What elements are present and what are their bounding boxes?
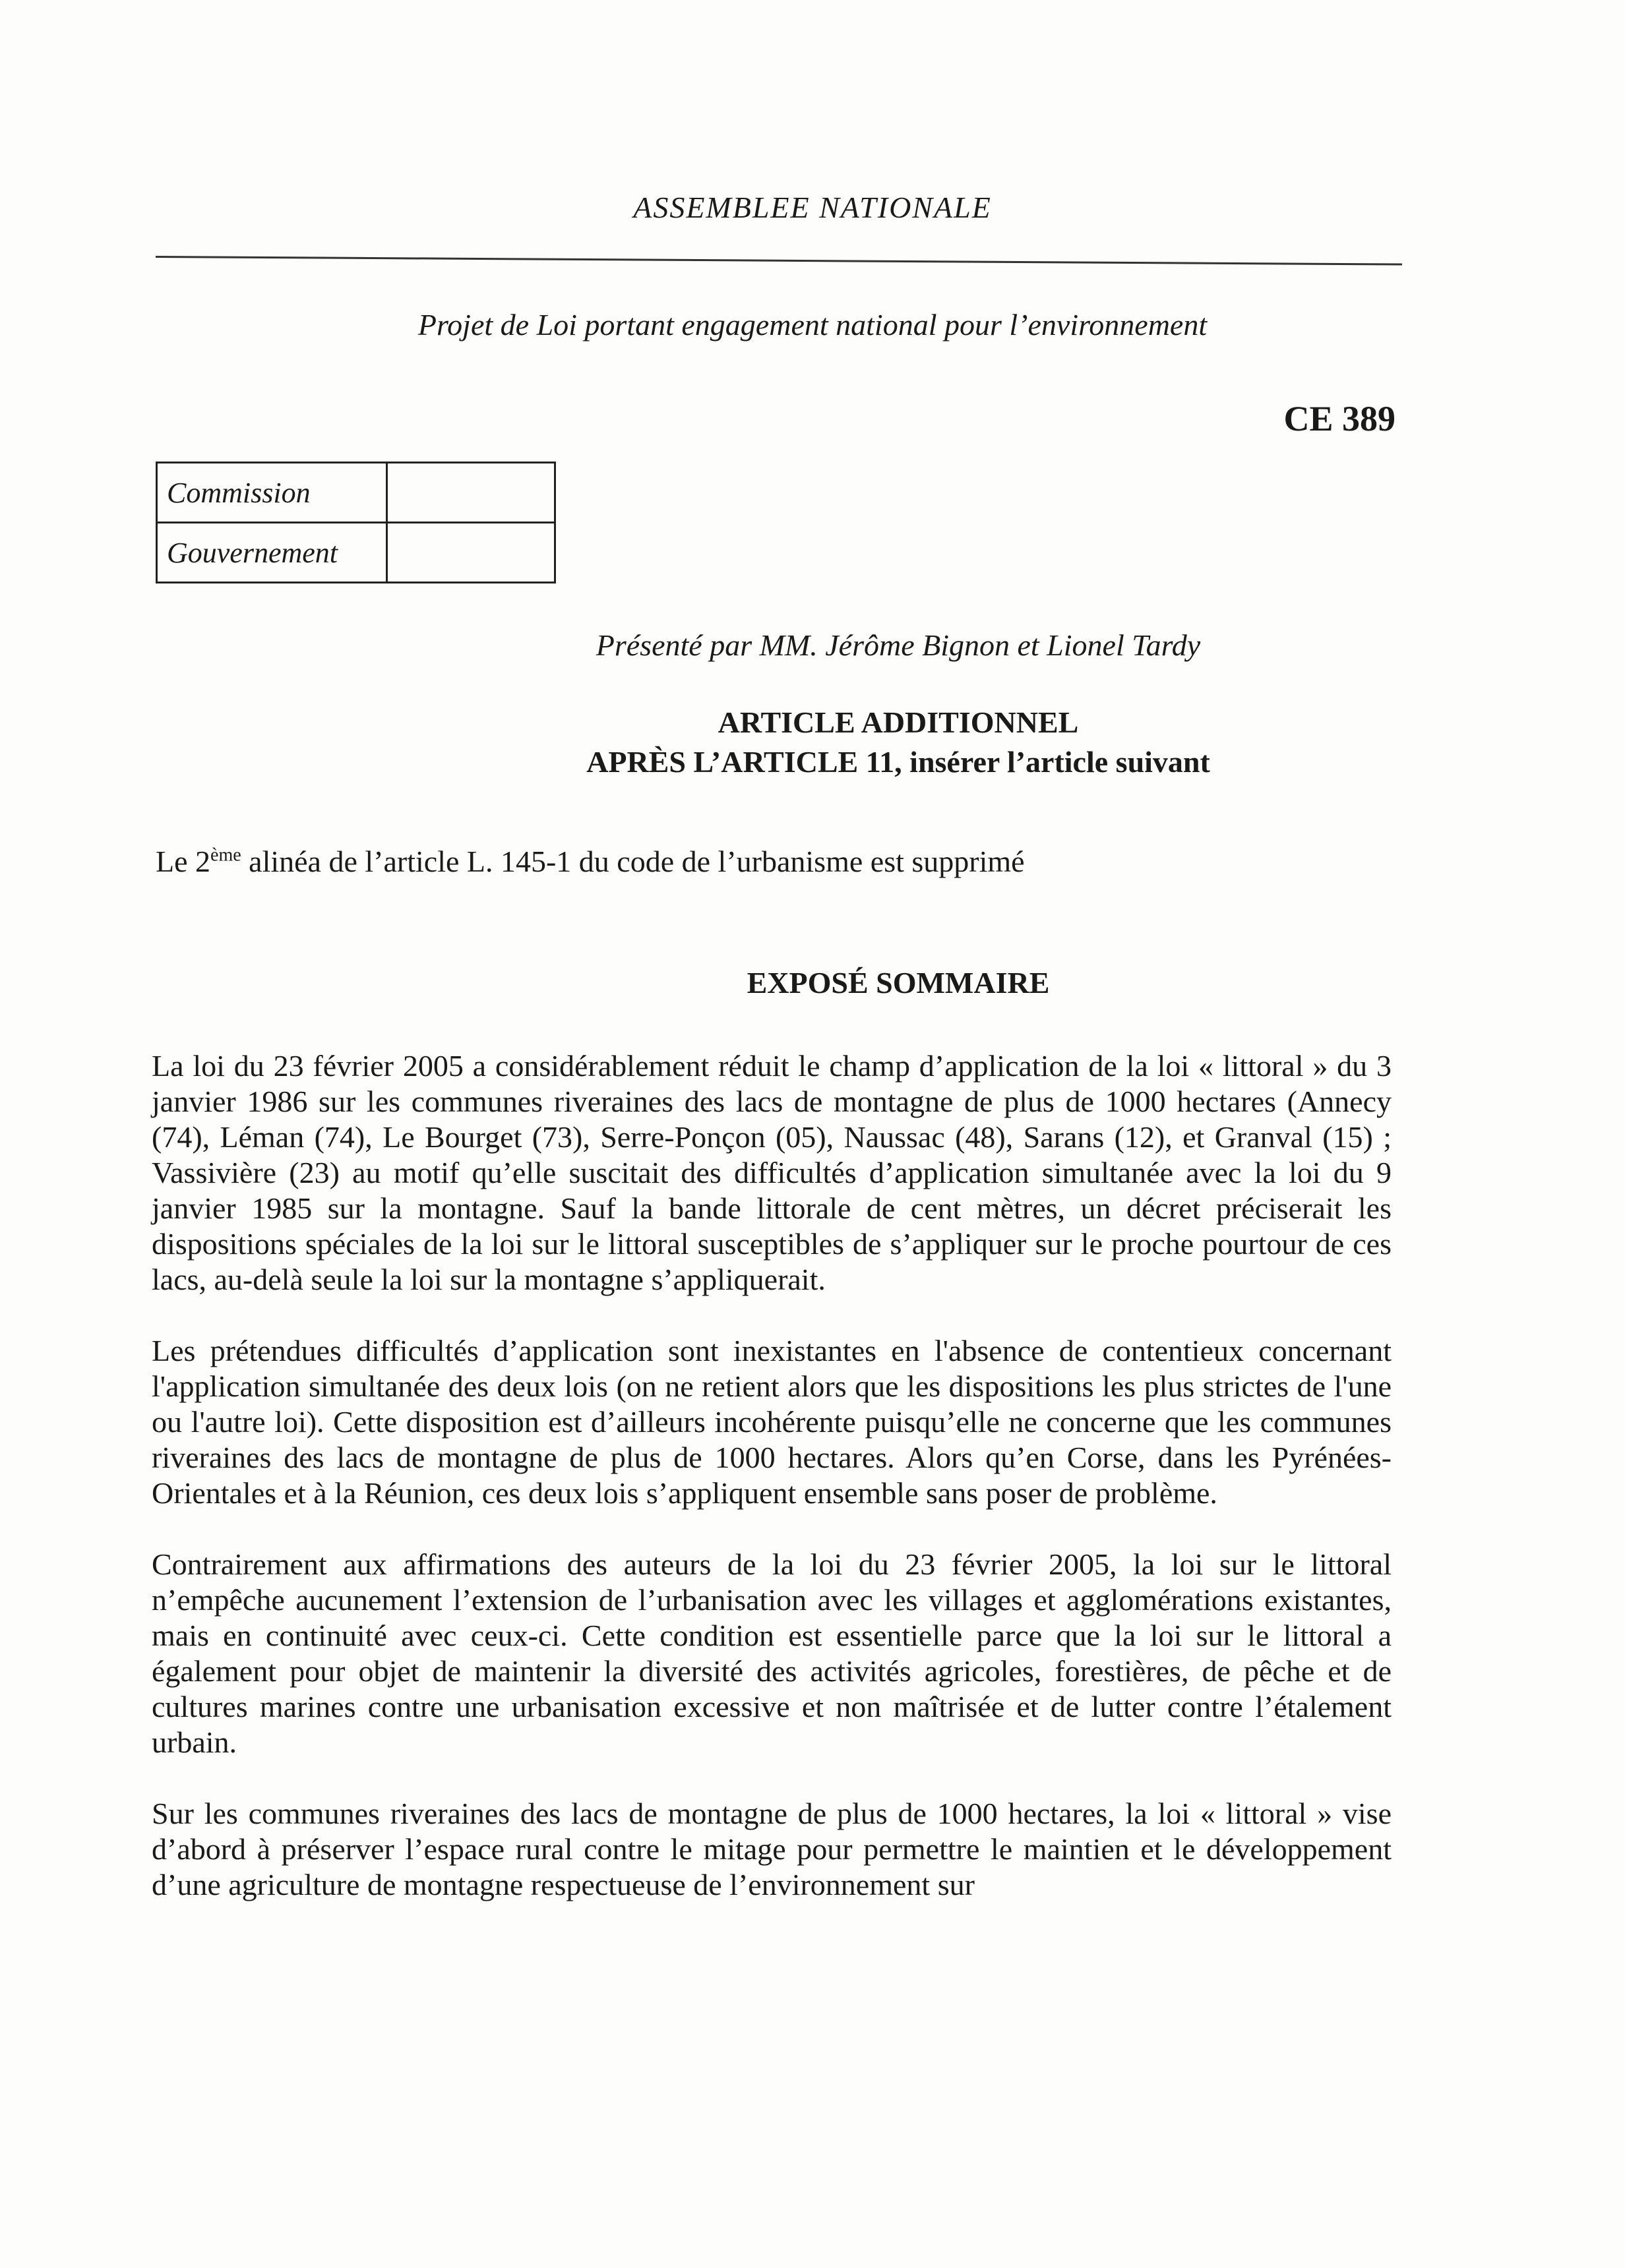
table-row xyxy=(157,523,555,583)
vote-table xyxy=(156,462,556,583)
bill-title: Projet de Loi portant engagement national pour l’environnement xyxy=(417,308,1208,342)
expose-body xyxy=(152,1048,1392,1938)
article-heading-line1: ARTICLE ADDITIONNEL xyxy=(718,705,1079,739)
amendment-prefix: Le 2 xyxy=(156,845,211,878)
institution-title: ASSEMBLEE NATIONALE xyxy=(633,191,992,224)
gouvernement-label: Gouvernement xyxy=(157,523,387,583)
table-row xyxy=(157,463,555,523)
commission-value xyxy=(387,463,555,523)
amendment-text xyxy=(156,844,1025,879)
amendment-superscript: ème xyxy=(210,845,241,866)
amendment-body: alinéa de l’article L. 145-1 du code de l’urbanisme est supprimé xyxy=(241,845,1025,878)
paragraph: Les prétendues difficultés d’application sont inexistantes en l'absence de contentieux concernant l'application simultanée des deux lois (on ne retient alors que les dispositions les plus strictes de l'une ou l'autre loi). Cette disposition est d’ailleurs incohérente puisqu’elle ne concerne que les communes riveraines des lacs de montagne de plus de 1000 hectares. Alors qu’en Corse, dans les Pyrénées-Orientales et à la Réunion, ces deux lois s’appliquent ensemble sans poser de problème. xyxy=(152,1334,1392,1510)
presented-by: Présenté par MM. Jérôme Bignon et Lionel Tardy xyxy=(596,628,1201,662)
header-divider xyxy=(156,256,1402,266)
article-heading-line2: APRÈS L’ARTICLE 11, insérer l’article suivant xyxy=(586,745,1210,779)
paragraph: Contrairement aux affirmations des auteurs de la loi du 23 février 2005, la loi sur le littoral n’empêche aucunement l’extension de l’urbanisation avec les villages et agglomérations existantes, mais en continuité avec ceux-ci. Cette condition est essentielle parce que la loi sur le littoral a également pour objet de maintenir la diversité des activités agricoles, forestières, de pêche et de cultures marines contre une urbanisation excessive et non maîtrisée et de lutter contre l’étalement urbain. xyxy=(152,1547,1392,1759)
article-heading xyxy=(0,703,1625,782)
paragraph: La loi du 23 février 2005 a considérablement réduit le champ d’application de la loi « littoral » du 3 janvier 1986 sur les communes riveraines des lacs de montagne de plus de 1000 hectares (Annecy (74), Léman (74), Le Bourget (73), Serre-Ponçon (05), Naussac (48), Sarans (12), et Granval (15) ; Vassivière (23) au motif qu’elle suscitait des difficultés d’application simultanée avec la loi du 9 janvier 1985 sur la montagne. Sauf la bande littorale de cent mètres, un décret préciserait les dispositions spéciales de la loi sur le littoral susceptibles de s’appliquer sur le proche pourtour de ces lacs, au-delà seule la loi sur la montagne s’appliquerait. xyxy=(152,1049,1392,1296)
gouvernement-value xyxy=(387,523,555,583)
paragraph: Sur les communes riveraines des lacs de montagne de plus de 1000 hectares, la loi « littoral » vise d’abord à préserver l’espace rural contre le mitage pour permettre le maintien et le développement d’une agriculture de montagne respectueuse de l’environnement sur xyxy=(152,1797,1392,1901)
expose-heading: EXPOSÉ SOMMAIRE xyxy=(747,966,1050,1000)
commission-label: Commission xyxy=(157,463,387,523)
amendment-reference: CE 389 xyxy=(1283,399,1395,438)
